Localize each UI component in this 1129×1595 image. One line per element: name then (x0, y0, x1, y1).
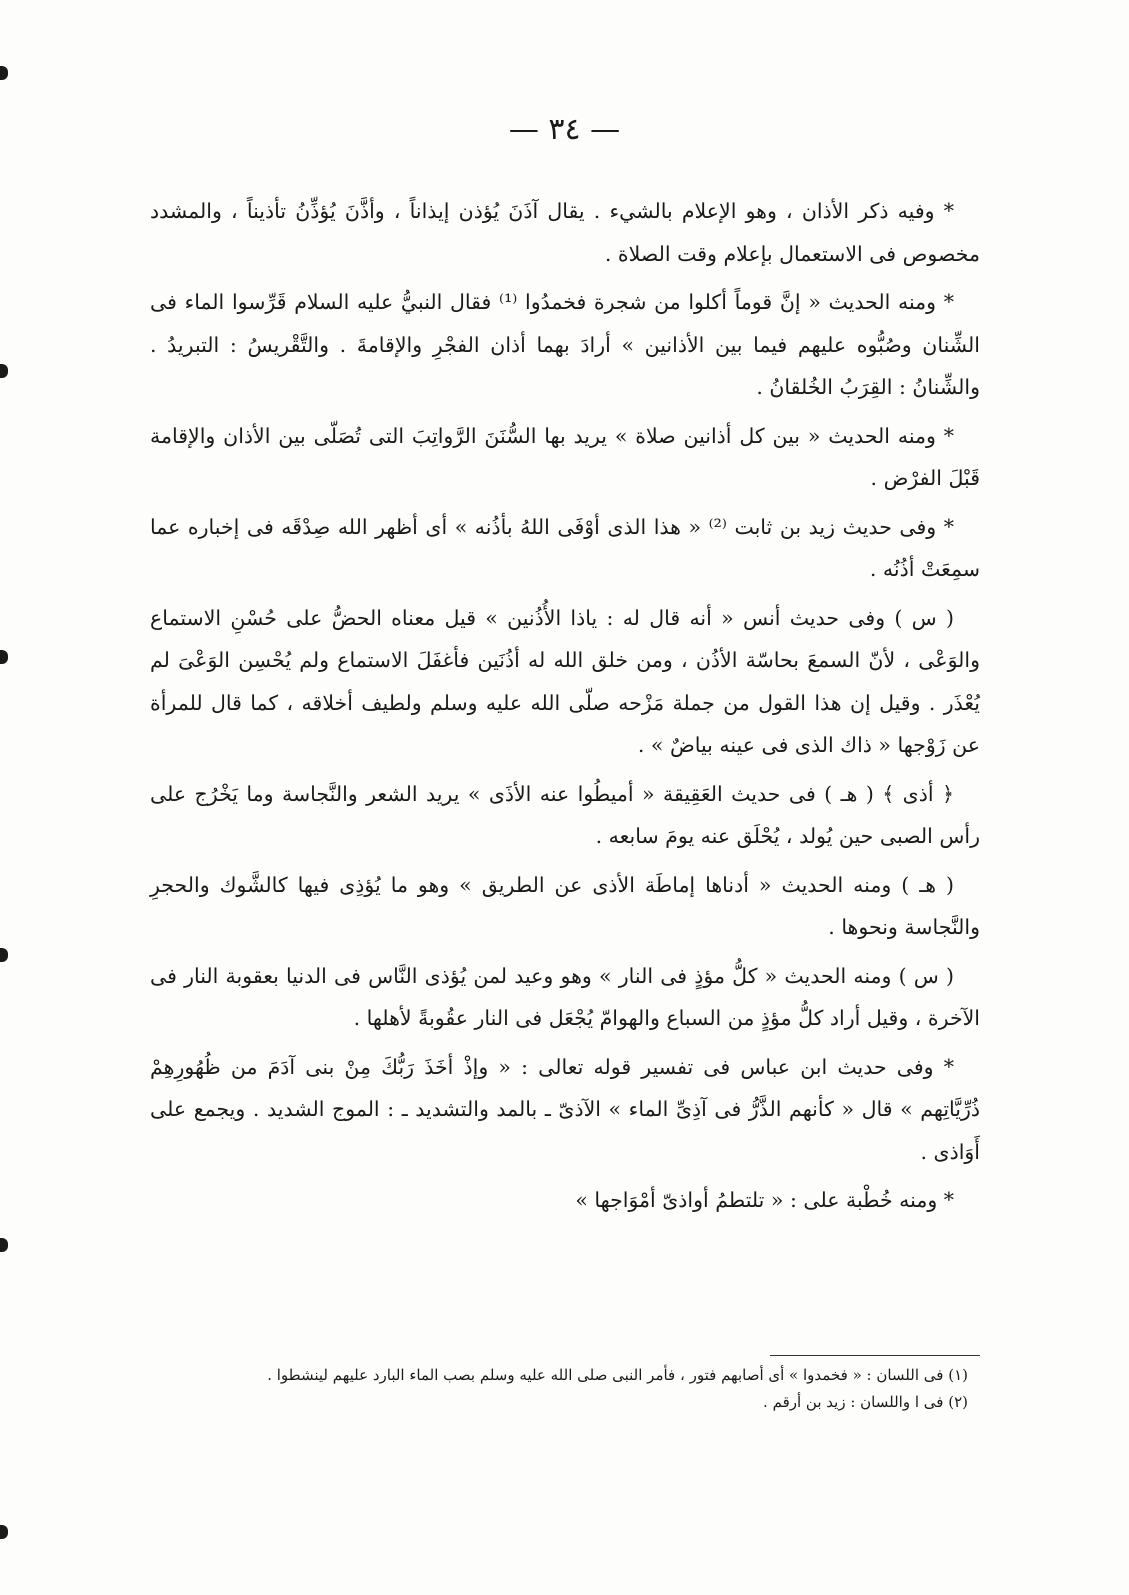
paragraph: * ومنه خُطْبة على : « تلتطمُ أواذىّ أمْوَاجها » (575, 1188, 954, 1212)
scan-edge-mark (0, 66, 8, 80)
paragraph: * ومنه الحديث « بين كل أذانين صلاة » يريد بها السُّنَنَ الرَّواتِبَ التى تُصَلّى بين الأذان والإقامة قَبْلَ الفرْض . (150, 423, 980, 490)
footnote: (٢) فى ا واللسان : زيد بن أرقم . (763, 1393, 968, 1411)
footnote: (١) فى اللسان : « فخمدوا » أى أصابهم فتور ، فأمر النبى صلى الله عليه وسلم بصب الماء البارد عليهم لينشطوا . (267, 1366, 968, 1384)
scan-edge-mark (0, 364, 8, 378)
page-number: — ٣٤ — (508, 112, 621, 147)
paragraph: * وفيه ذكر الأذان ، وهو الإعلام بالشيء . يقال آذَنَ يُؤذن إيذاناً ، وأذَّنَ يُؤذِّنُ تأذيناً ، والمشدد مخصوص فى الاستعمال بإعلام وقت الصلاة . (150, 199, 980, 266)
paragraph: * ومنه الحديث « إنَّ قوماً أكلوا من شجرة فخمدُوا ⁽¹⁾ فقال النبيُّ عليه السلام قَرِّسوا الماء فى الشِّنان وصُبُّوه عليهم فيما بين الأذانين » أرادَ بهما أذان الفجْرِ والإقامةَ . والتَّقْريسُ : التبريدُ . والشِّنانُ : القِرَبُ الخُلقانُ . (150, 290, 980, 399)
scan-edge-mark (0, 650, 8, 664)
paragraph: ﴿ أذى ﴾ ( هـ ) فى حديث العَقِيقة « أميطُوا عنه الأذَى » يريد الشعر والنَّجاسة وما يَخْرُج على رأس الصبى حين يُولد ، يُحْلَق عنه يومَ سابعه . (150, 781, 980, 848)
paragraph: ( س ) ومنه الحديث « كلُّ مؤذٍ فى النار » وهو وعيد لمن يُؤذى النَّاس فى الدنيا بعقوبة النار فى الآخرة ، وقيل أراد كلُّ مؤذٍ من السباع والهوامّ يُجْعَل فى النار عقُوبةً لأهلها . (150, 963, 980, 1030)
body-text (150, 190, 980, 1228)
paragraph: ( هـ ) ومنه الحديث « أدناها إماطَة الأذى عن الطريق » وهو ما يُؤذِى فيها كالشَّوك والحجرِ والنَّجاسة ونحوها . (150, 872, 980, 939)
footnotes (150, 1362, 980, 1416)
scan-edge-mark (0, 1525, 8, 1539)
paragraph: * وفى حديث ابن عباس فى تفسير قوله تعالى : « وإذْ أخَذَ رَبُّكَ مِنْ بنى آدَمَ من ظُهُورِهِمْ ذُرِّيَّاتِهم » قال « كأنهم الذَّرُّ فى آذِىِّ الماء » الآذىّ ـ بالمد والتشديد ـ : الموج الشديد . ويجمع على أَوَاذى . (150, 1054, 980, 1164)
paragraph: ( س ) وفى حديث أنس « أنه قال له : ياذا الأُذُنين » قيل معناه الحضُّ على حُسْنِ الاستماع والوَعْى ، لأنّ السمعَ بحاسّة الأذُن ، ومن خلق الله له أذُنَين فأغفَلَ الاستماع ولم يُحْسِن الوَعْىَ لم يُعْذَر . وقيل إن هذا القول من جملة مَزْحه صلّى الله عليه وسلم ولطيف أخلاقه ، كما قال للمرأة عن زَوْجها « ذاك الذى فى عينه بياضٌ » . (150, 605, 980, 757)
footnote-divider (770, 1355, 980, 1356)
scan-edge-mark (0, 948, 8, 962)
paragraph: * وفى حديث زيد بن ثابت ⁽²⁾ « هذا الذى أوْفَى اللهُ بأذُنه » أى أظهر الله صِدْقَه فى إخباره عما سمِعَتْ أذُنُه . (150, 514, 980, 581)
scan-edge-mark (0, 1238, 8, 1252)
